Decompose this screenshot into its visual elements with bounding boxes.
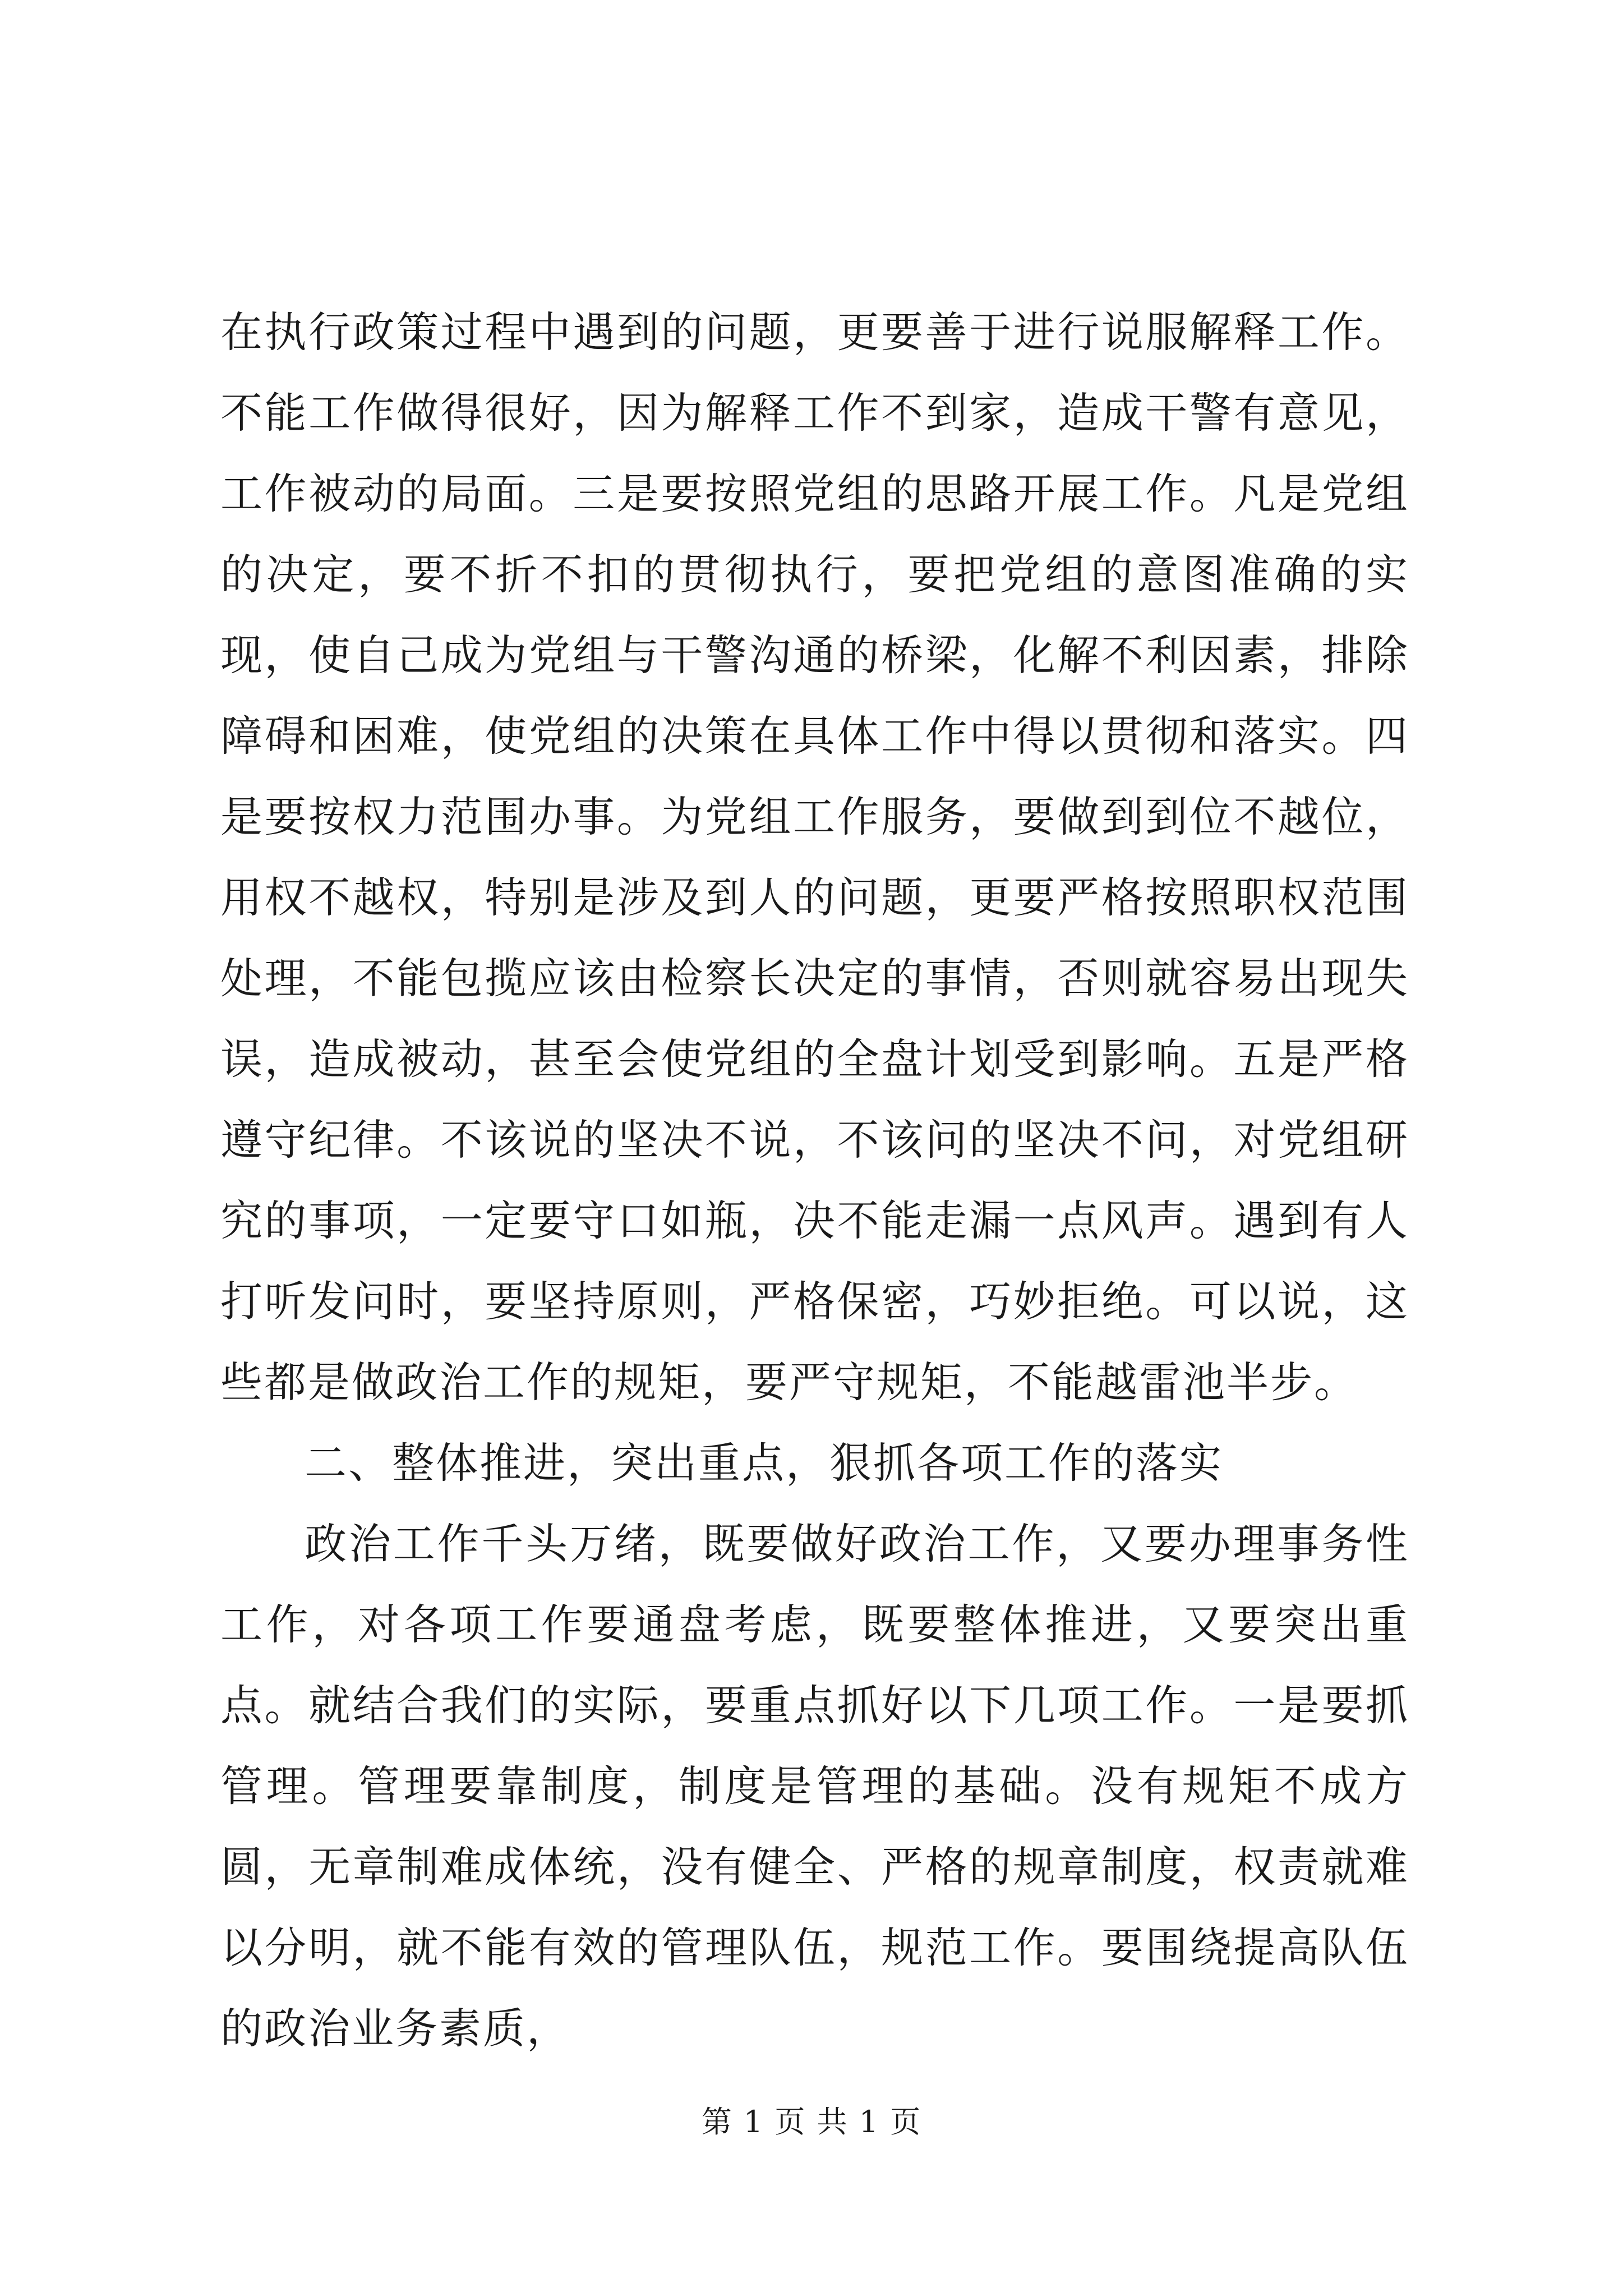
paragraph-continued: 在执行政策过程中遇到的问题，更要善于进行说服解释工作。不能工作做得很好，因为解释工作不到家，造成干警有意见，工作被动的局面。三是要按照党组的思路开展工作。凡是党组的决定，要不折不扣的贯彻执行，要把党组的意图准确的实现，使自己成为党组与干警沟通的桥梁，化解不利因素，排除障碍和困难，使党组的决策在具体工作中得以贯彻和落实。四是要按权力范围办事。为党组工作服务，要做到到位不越位，用权不越权，特别是涉及到人的问题，更要严格按照职权范围处理，不能包揽应该由检察长决定的事情，否则就容易出现失误，造成被动，甚至会使党组的全盘计划受到影响。五是严格遵守纪律。不该说的坚决不说，不该问的坚决不问，对党组研究的事项，一定要守口如瓶，决不能走漏一点风声。遇到有人打听发问时，要坚持原则，严格保密，巧妙拒绝。可以说，这些都是做政治工作的规矩，要严守规矩，不能越雷池半步。 [220, 307, 1409, 1407]
document-body [220, 292, 1409, 2069]
page-footer: 第 1 页 共 1 页 [701, 2104, 922, 2139]
section-heading: 二、整体推进，突出重点，狠抓各项工作的落实 [305, 1438, 1224, 1488]
paragraph: 政治工作千头万绪，既要做好政治工作，又要办理事务性工作，对各项工作要通盘考虑，既要整体推进，又要突出重点。就结合我们的实际，要重点抓好以下几项工作。一是要抓管理。管理要靠制度，制度是管理的基础。没有规矩不成方圆，无章制难成体统，没有健全、严格的规章制度，权责就难以分明，就不能有效的管理队伍，规范工作。要围绕提高队伍的政治业务素质， [220, 1519, 1409, 2053]
